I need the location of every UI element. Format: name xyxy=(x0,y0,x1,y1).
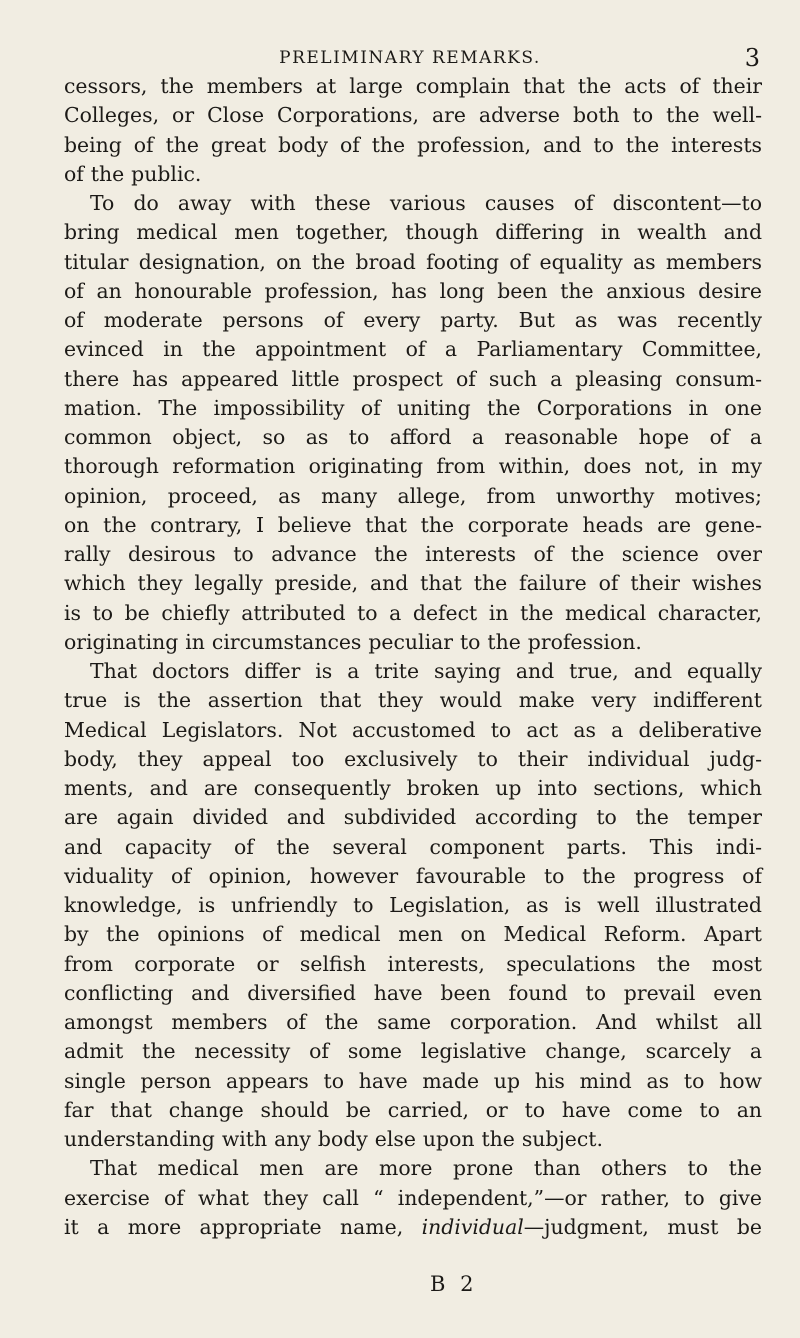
text-line: opinion, proceed, as many allege, from unworthy motives; xyxy=(64,483,762,508)
text-line: amongst members of the same corporation. And whilst all xyxy=(64,1010,762,1034)
text-line: bring medical men together, though differing in wealth and xyxy=(64,220,762,245)
text-line: Colleges, or Close Corporations, are adverse both to the well- xyxy=(64,103,762,128)
text-line: which they legally preside, and that the failure of their wishes xyxy=(64,571,762,596)
text-line: knowledge, is unfriendly to Legislation, as is well illustrated xyxy=(64,893,762,917)
text-line: single person appears to have made up his mind as to how xyxy=(64,1068,762,1093)
body-text xyxy=(64,72,762,1242)
text-line: mation. The impossibility of uniting the Corporations in one xyxy=(64,395,762,420)
page-number: 3 xyxy=(744,44,760,72)
signature-mark: B 2 xyxy=(430,1272,478,1296)
text-line: To do away with these various causes of discontent—to xyxy=(90,191,762,215)
text-line: That doctors differ is a trite saying and true, and equally xyxy=(90,659,762,683)
text-segment: —judgment, must be xyxy=(523,1214,762,1239)
text-line: is to be chiefly attributed to a defect in the medical character, xyxy=(64,600,762,625)
text-line: body, they appeal too exclusively to their individual judg- xyxy=(64,746,762,771)
text-line: Medical Legislators. Not accustomed to act as a deliberative xyxy=(64,717,762,742)
text-line: rally desirous to advance the interests of the science over xyxy=(64,542,762,566)
text-line: are again divided and subdivided according to the temper xyxy=(64,805,762,830)
text-line: far that change should be carried, or to have come to an xyxy=(64,1097,762,1122)
text-line: titular designation, on the broad footing of equality as members xyxy=(64,249,762,274)
text-line: thorough reformation originating from within, does not, in my xyxy=(64,454,762,479)
text-line: viduality of opinion, however favourable to the progress of xyxy=(64,863,762,888)
text-segment: it a more appropriate name, xyxy=(64,1214,422,1239)
text-line: of moderate persons of every party. But as was recently xyxy=(64,308,762,332)
text-line xyxy=(64,1213,762,1242)
text-line: exercise of what they call “ independent,”—or rather, to give xyxy=(64,1185,762,1210)
text-line: of an honourable profession, has long been the anxious desire xyxy=(64,278,762,303)
text-line: true is the assertion that they would make very indifferent xyxy=(64,688,762,713)
text-line: That medical men are more prone than others to the xyxy=(90,1156,762,1181)
text-line: understanding with any body else upon the subject. xyxy=(64,1127,603,1151)
italic-word: individual xyxy=(421,1214,524,1239)
text-line: being of the great body of the profession, and to the interests xyxy=(64,132,762,157)
text-line: and capacity of the several component parts. This indi- xyxy=(64,834,762,859)
text-line: cessors, the members at large complain that the acts of their xyxy=(64,74,762,98)
text-line: from corporate or selfish interests, speculations the most xyxy=(64,951,762,976)
text-line: evinced in the appointment of a Parliamentary Committee, xyxy=(64,337,762,362)
text-line: ments, and are consequently broken up into sections, which xyxy=(64,776,762,800)
text-line: on the contrary, I believe that the corporate heads are gene- xyxy=(64,512,762,537)
text-line: by the opinions of medical men on Medical Reform. Apart xyxy=(64,922,762,947)
text-line: conflicting and diversified have been found to prevail even xyxy=(64,980,762,1005)
text-line: of the public. xyxy=(64,161,202,186)
text-line: there has appeared little prospect of such a pleasing consum- xyxy=(64,366,762,391)
text-line: common object, so as to afford a reasonable hope of a xyxy=(64,425,762,449)
text-line: originating in circumstances peculiar to the profession. xyxy=(64,629,642,654)
page-header xyxy=(60,44,760,74)
running-head: PRELIMINARY REMARKS. xyxy=(279,48,541,68)
text-line: admit the necessity of some legislative change, scarcely a xyxy=(64,1039,762,1064)
